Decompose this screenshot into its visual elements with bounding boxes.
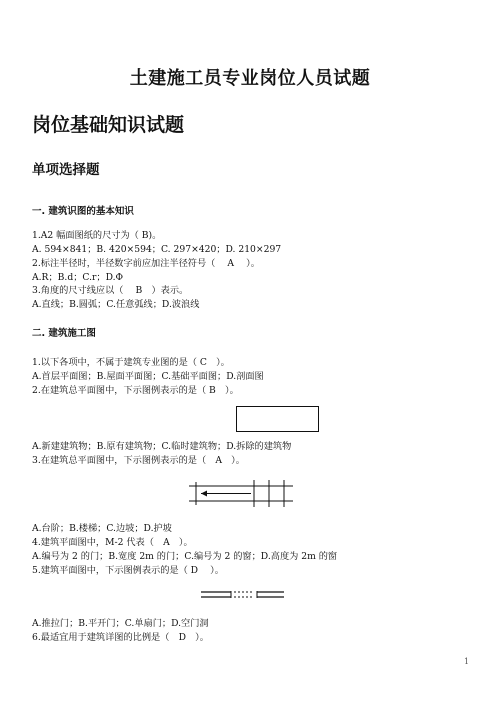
options-line: A.编号为 2 的门；B.宽度 2m 的门；C.编号为 2 的窗；D.高度为 2m 的窗 [32,551,338,562]
options-line: A. 594×841；B. 420×594；C. 297×420；D. 210×297 [32,244,282,255]
options-line: A.R；B.d；C.r；D.Φ [32,272,124,283]
question-line: 3.角度的尺寸线应以（ B ）表示。 [32,285,189,296]
question-line: 1.A2 幅面图纸的尺寸为（ B)。 [32,230,162,241]
options-line: A.台阶；B.楼梯；C.边坡；D.护坡 [32,523,172,534]
question-line: 2.在建筑总平面图中，下示图例表示的是（ B ）。 [32,385,239,396]
options-line: A.新建建筑物；B.原有建筑物；C.临时建筑物；D.拆除的建筑物 [32,441,292,452]
document-title: 土建施工员专业岗位人员试题 [129,68,371,89]
options-line: A.直线；B.圆弧；C.任意弧线；D.波浪线 [32,299,200,310]
page-number: 1 [464,657,470,666]
door-opening-legend-figure [201,589,285,601]
question-line: 6.最适宜用于建筑详图的比例是（ D ）。 [32,632,209,643]
question-type-heading: 单项选择题 [32,162,100,178]
question-line: 3.在建筑总平面图中，下示图例表示的是（ A ）。 [32,455,245,466]
subsection-heading-2: 二. 建筑施工图 [32,328,96,339]
question-line: 4.建筑平面图中，M-2 代表（ A ）。 [32,537,193,548]
steps-legend-figure [189,480,294,508]
subsection-heading-1: 一. 建筑识图的基本知识 [32,206,134,217]
section-heading: 岗位基础知识试题 [32,114,185,136]
options-line: A.首层平面图；B.屋面平面图；C.基础平面图；D.剖面图 [32,371,264,382]
question-line: 2.标注半径时，半径数字前应加注半径符号（ A ）。 [32,258,260,269]
question-line: 1.以下各项中，不属于建筑专业图的是（ C ）。 [32,357,230,368]
question-line: 5.建筑平面图中，下示图例表示的是（ D ）。 [32,565,224,576]
existing-building-legend-figure [236,406,320,433]
options-line: A.推拉门；B.平开门；C.单扇门；D.空门洞 [32,618,209,629]
